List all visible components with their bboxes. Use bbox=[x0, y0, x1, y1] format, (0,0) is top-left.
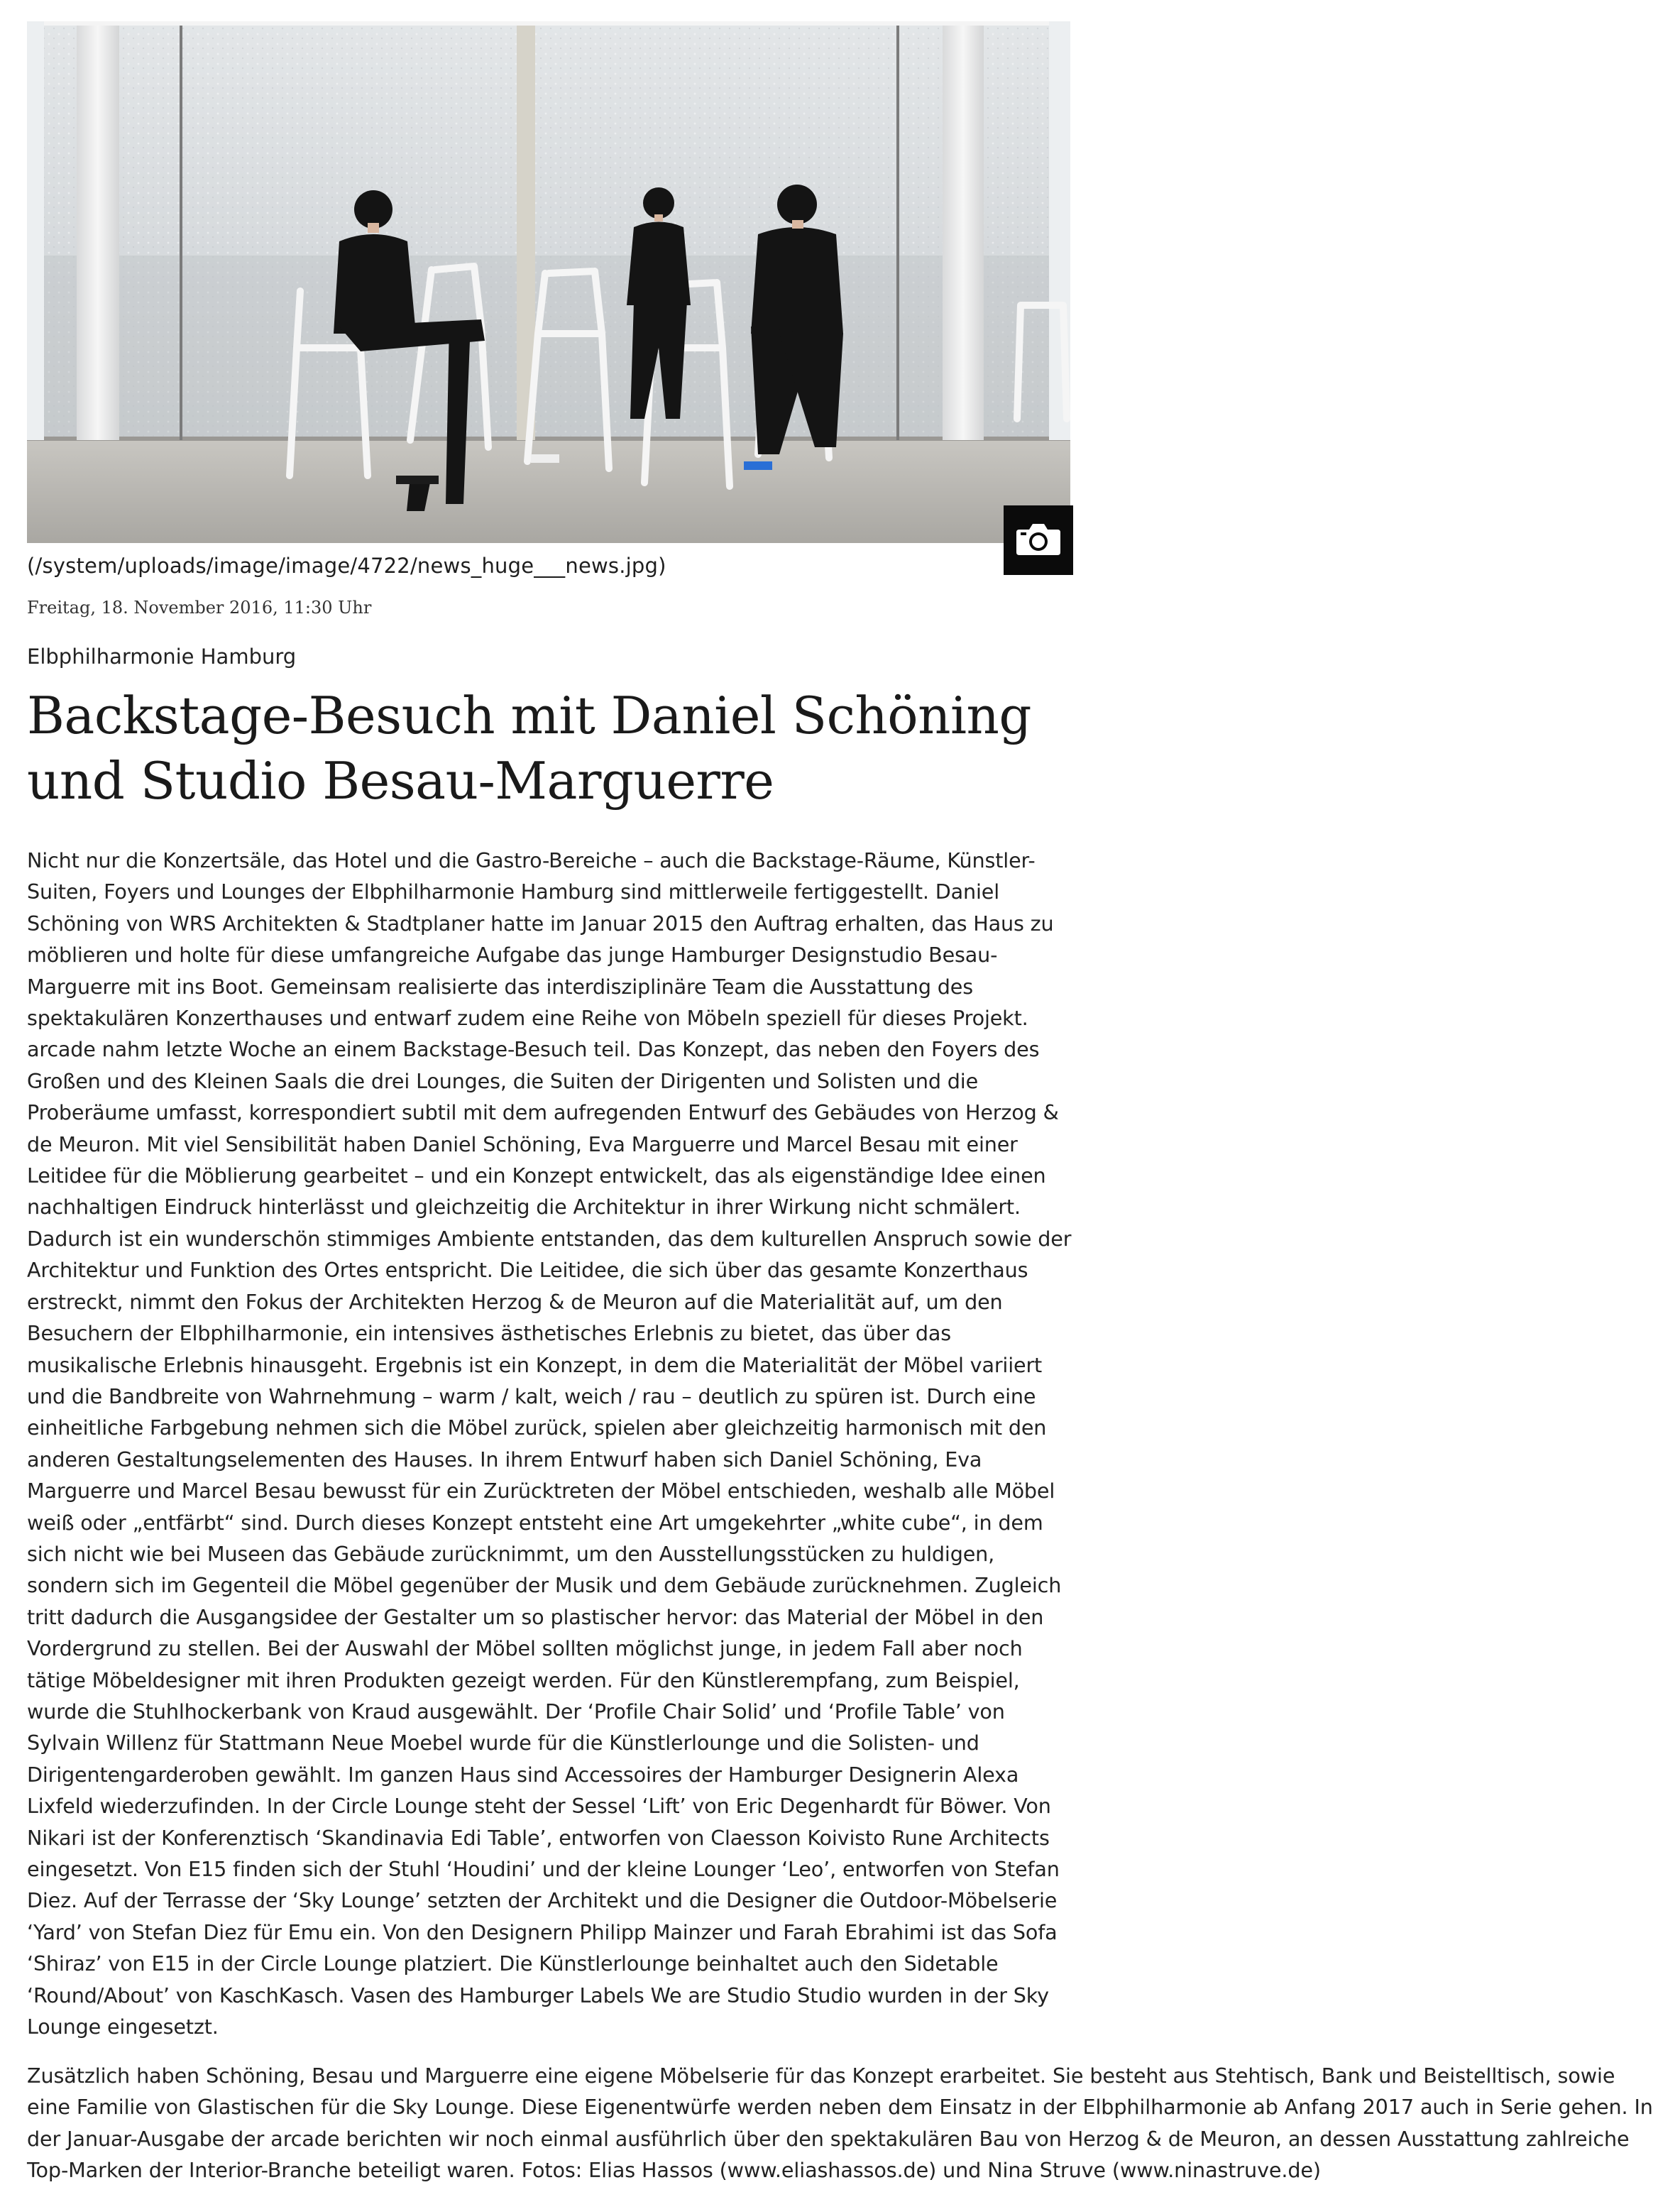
article-headline bbox=[27, 683, 1077, 813]
headline-line-1: Backstage-Besuch mit Daniel Schöning bbox=[27, 686, 1031, 745]
article-hero-photo[interactable] bbox=[27, 21, 1070, 543]
article-body-continued: Zusätzlich haben Schöning, Besau und Marguerre eine eigene Möbelserie für das Konzept erarbeitet. Sie besteht aus Stehtisch, Bank und Beistelltisch, sowie eine Familie von Glastischen für die Sky Lounge. Diese Eigenentwürfe werden neben dem Einsatz in der Elbphilharmonie ab Anfang 2017 auch in Serie gehen. In der Januar-Ausgabe der arcade berichten wir noch einmal ausführlich über den spektakulären Bau von Herzog & de Meuron, an dessen Ausstattung zahlreiche Top-Marken der Interior-Branche beteiligt waren. Fotos: Elias Hassos (www.eliashassos.de) und Nina Struve (www.ninastruve.de) bbox=[27, 2064, 1653, 2183]
image-path-link[interactable]: (/system/uploads/image/image/4722/news_huge___news.jpg) bbox=[27, 554, 666, 578]
article-date: Freitag, 18. November 2016, 11:30 Uhr bbox=[27, 598, 372, 618]
gallery-camera-button[interactable] bbox=[1004, 505, 1073, 575]
headline-line-2: und Studio Besau-Marguerre bbox=[27, 751, 774, 811]
article-body: Nicht nur die Konzertsäle, das Hotel und die Gastro-Bereiche – auch die Backstage-Räume, Künstler-Suiten, Foyers und Lounges der Elbphilharmonie Hamburg sind mittlerweile fertiggestellt. Daniel Schöning von WRS Architekten & Stadtplaner hatte im Januar 2015 den Auftrag erhalten, das Haus zu möblieren und holte für diese umfangreiche Aufgabe das junge Hamburger Designstudio Besau-Marguerre mit ins Boot. Gemeinsam realisierte das interdisziplinäre Team die Ausstattung des spektakulären Konzerthauses und entwarf zudem eine Reihe von Möbeln speziell für dieses Projekt. arcade nahm letzte Woche an einem Backstage-Besuch teil. Das Konzept, das neben den Foyers des Großen und des Kleinen Saals die drei Lounges, die Suiten der Dirigenten und Solisten und die Proberäume umfasst, korrespondiert subtil mit dem aufregenden Entwurf des Gebäudes von Herzog & de Meuron. Mit viel Sensibilität haben Daniel Schöning, Eva Marguerre und Marcel Besau mit einer Leitidee für die Möblierung gearbeitet – und ein Konzept entwickelt, das als eigenständige Idee einen nachhaltigen Eindruck hinterlässt und gleichzeitig die Architektur in ihrer Wirkung nicht schmälert. Dadurch ist ein wunderschön stimmiges Ambiente entstanden, das dem kulturellen Anspruch sowie der Architektur und Funktion des Ortes entspricht. Die Leitidee, die sich über das gesamte Konzerthaus erstreckt, nimmt den Fokus der Architekten Herzog & de Meuron auf die Materialität auf, um den Besuchern der Elbphilharmonie, ein intensives ästhetisches Erlebnis zu bietet, das über das musikalische Erlebnis hinausgeht. Ergebnis ist ein Konzept, in dem die Materialität der Möbel variiert und die Bandbreite von Wahrnehmung – warm / kalt, weich / rau – deutlich zu spüren ist. Durch eine einheitliche Farbgebung nehmen sich die Möbel zurück, spielen aber gleichzeitig harmonisch mit den anderen Gestaltungselementen des Hauses. In ihrem Entwurf haben sich Daniel Schöning, Eva Marguerre und Marcel Besau bewusst für ein Zurücktreten der Möbel entschieden, weshalb alle Möbel weiß oder „entfärbt“ sind. Durch dieses Konzept entsteht eine Art umgekehrter „white cube“, in dem sich nicht wie bei Museen das Gebäude zurücknimmt, um den Ausstellungsstücken zu huldigen, sondern sich im Gegenteil die Möbel gegenüber der Musik und dem Gebäude zurücknehmen. Zugleich tritt dadurch die Ausgangsidee der Gestalter um so plastischer hervor: das Material der Möbel in den Vordergrund zu stellen. Bei der Auswahl der Möbel sollten möglichst junge, in jedem Fall aber noch tätige Möbeldesigner mit ihren Produkten gezeigt werden. Für den Künstlerempfang, zum Beispiel, wurde die Stuhlhockerbank von Kraud ausgewählt. Der ‘Profile Chair Solid’ und ‘Profile Table’ von Sylvain Willenz für Stattmann Neue Moebel wurde für die Künstlerlounge und die Solisten- und Dirigentengarderoben gewählt. Im ganzen Haus sind Accessoires der Hamburger Designerin Alexa Lixfeld wiederzufinden. In der Circle Lounge steht der Sessel ‘Lift’ von Eric Degenhardt für Böwer. Von Nikari ist der Konferenztisch ‘Skandinavia Edi Table’, entworfen von Claesson Koivisto Rune Architects eingesetzt. Von E15 finden sich der Stuhl ‘Houdini’ und der kleine Lounger ‘Leo’, entworfen von Stefan Diez. Auf der Terrasse der ‘Sky Lounge’ setzten der Architekt und die Designer die Outdoor-Möbelserie ‘Yard’ von Stefan Diez für Emu ein. Von den Designern Philipp Mainzer und Farah Ebrahimi ist das Sofa ‘Shiraz’ von E15 in der Circle Lounge platziert. Die Künstlerlounge beinhaltet auch den Sidetable ‘Round/About’ von KaschKasch. Vasen des Hamburger Labels We are Studio Studio wurden in der Sky Lounge eingesetzt. bbox=[27, 848, 1072, 2039]
hero-photo-illustration bbox=[27, 21, 1070, 543]
article bbox=[27, 21, 1659, 2183]
article-kicker: Elbphilharmonie Hamburg bbox=[27, 645, 297, 669]
camera-icon bbox=[1015, 521, 1062, 559]
